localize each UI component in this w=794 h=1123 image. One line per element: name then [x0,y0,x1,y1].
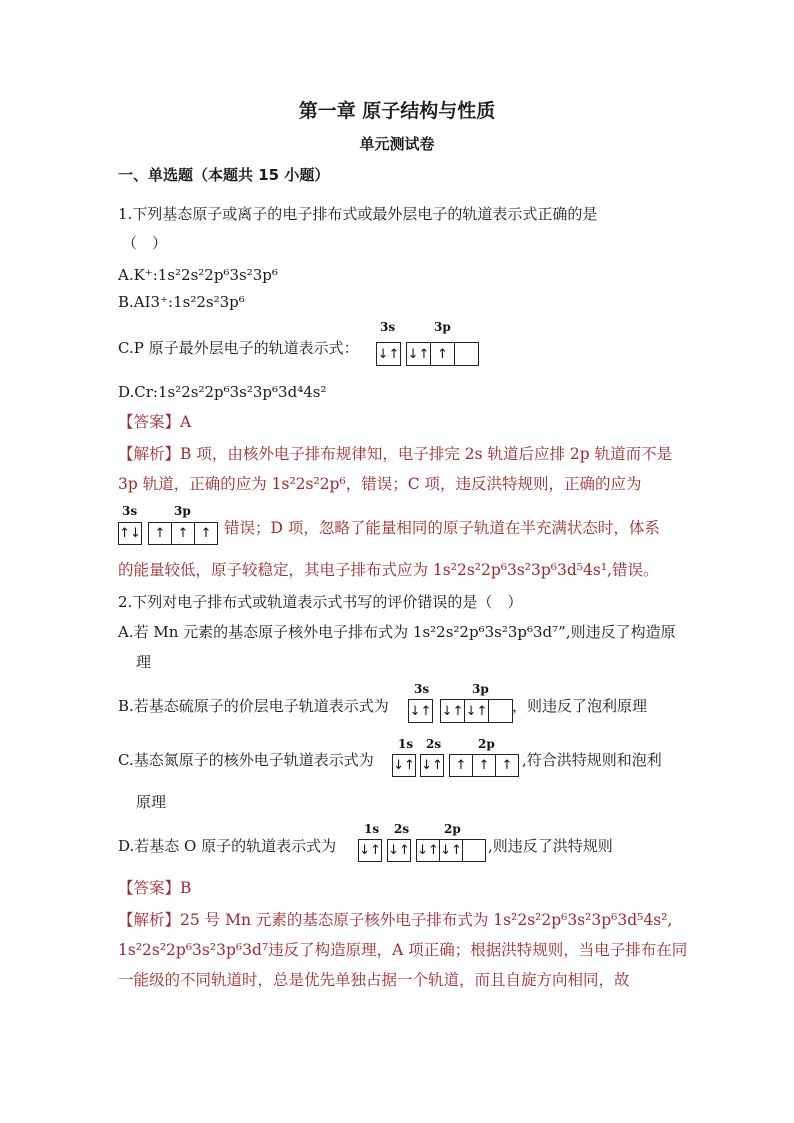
q2-option-d-pre: D.若基态 O 原子的轨道表示式为 [118,837,337,855]
orbital-label-1s: 1s [364,822,380,836]
orbital-box: ↓↑ [388,843,410,858]
orbital-box: ↑ [473,755,496,776]
orbital-label-2s: 2s [426,737,442,751]
q2-option-d-post: ,则违反了洪特规则 [488,837,613,855]
orbital-label-3p: 3p [434,320,451,334]
orbital-boxes-2s [387,839,411,862]
orbital-boxes-3p [148,522,218,545]
orbital-label-3s: 3s [414,682,430,696]
explain-text: B 项，由核外电子排布规律知，电子排完 2s 轨道后应排 2p 轨道而不是 [180,445,673,463]
q1-explain-line-1 [118,444,672,464]
q1-explain-line-3: 错误；D 项，忽略了能量相同的原子轨道在半充满状态时，体系 [224,519,660,537]
orbital-box [455,343,478,365]
answer-tag: 【答案】 [118,879,181,897]
orbital-box [463,840,485,861]
explain-text: 25 号 Mn 元素的基态原子核外电子排布式为 1s²2s²2p⁶3s²3p⁶3d⁵4s², [180,911,673,929]
orbital-boxes-1s [392,754,416,777]
q1-option-b [118,292,245,312]
q1-a-label: A.K⁺: [118,266,158,284]
orbital-label-2p: 2p [478,737,495,751]
orbital-box: ↑ [501,758,513,773]
orbital-boxes-2s [420,754,444,777]
answer-tag: 【答案】 [118,413,181,431]
q1-option-c: C.P 原子最外层电子的轨道表示式： [118,339,359,357]
q2-explain-line-1 [118,910,672,930]
orbital-box: ↓↑ [393,758,415,773]
q1-option-d [118,382,326,402]
section-heading: 一、单选题（本题共 15 小题） [118,166,330,184]
orbital-boxes-2p [449,754,519,777]
orbital-box: ↓↑ [440,840,463,861]
q1-d-label: D.Cr: [118,383,158,401]
orbital-box: ↓↑ [421,758,443,773]
orbital-boxes-1s [358,839,382,862]
orbital-label-2p: 2p [444,822,461,836]
orbital-box: ↑ [200,526,212,541]
orbital-box: ↑↓ [119,526,141,541]
q1-d-config: 1s²2s²2p⁶3s²3p⁶3d⁴4s² [157,383,327,401]
q2-option-c-post: ,符合洪特规则和泡利 [522,751,662,769]
explain-tag: 【解析】 [118,911,181,929]
q1-b-config: 1s²2s²3p⁶ [173,293,245,311]
q2-answer [118,878,191,898]
orbital-label-3p: 3p [174,504,191,518]
orbital-boxes-3p [440,699,513,723]
orbital-label-3s: 3s [380,320,396,334]
q1-stem: 1.下列基态原子或离子的电子排布式或最外层电子的轨道表示式正确的是 [118,205,598,223]
orbital-box: ↓↑ [359,843,381,858]
q1-explain-line-4: 的能量较低，原子较稳定，其电子排布式应为 1s²2s²2p⁶3s²3p⁶3d⁵4s¹,错误。 [118,561,659,579]
q1-answer [118,412,191,432]
page-subtitle: 单元测试卷 [359,135,435,153]
orbital-box: ↑ [431,343,455,365]
q2-stem: 2.下列对电子排布式或轨道表示式书写的评价错误的是（ ） [118,593,523,611]
orbital-label-1s: 1s [398,737,414,751]
q2-option-a-line-1: A.若 Mn 元素的基态原子核外电子排布式为 1s²2s²2p⁶3s²3p⁶3d⁷”,则违反了构造原 [118,623,676,641]
answer-value: A [180,413,192,431]
orbital-boxes-3s [118,522,142,545]
orbital-label-3s: 3s [122,504,138,518]
orbital-box: ↑ [172,523,195,544]
q2-option-c-pre: C.基态氮原子的核外电子轨道表示式为 [118,751,374,769]
orbital-box: ↓↑ [441,700,465,722]
orbital-label-2s: 2s [394,822,410,836]
q1-explain-line-2: 3p 轨道，正确的应为 1s²2s²2p⁶，错误；C 项，违反洪特规则，正确的应为 [118,475,642,493]
page-title: 第一章 原子结构与性质 [298,100,496,122]
orbital-box [489,700,512,722]
q2-option-b-post: ，则违反了泡利原理 [512,697,648,715]
orbital-box: ↓↑ [465,700,489,722]
orbital-box: ↓↑ [377,346,400,362]
orbital-boxes-3p [406,342,479,366]
orbital-box: ↓↑ [417,840,440,861]
q2-option-b-pre: B.若基态硫原子的价层电子轨道表示式为 [118,697,389,715]
orbital-box: ↑ [450,755,473,776]
q2-option-c-line-2: 原理 [136,793,167,811]
orbital-box: ↑ [149,523,172,544]
q1-paren: （ ） [122,234,168,252]
orbital-box: ↓↑ [409,703,432,719]
q1-a-config: 1s²2s²2p⁶3s²3p⁶ [157,266,278,284]
explain-tag: 【解析】 [118,445,181,463]
answer-value: B [180,879,192,897]
q2-explain-line-3: 一能级的不同轨道时，总是优先单独占据一个轨道，而且自旋方向相同，故 [118,971,630,989]
orbital-boxes-3s [408,699,433,723]
q2-explain-line-2: 1s²2s²2p⁶3s²3p⁶3d⁷违反了构造原理，A 项正确；根据洪特规则，当电子排布在同 [118,941,688,959]
orbital-boxes-2p [416,839,486,862]
q1-option-a [118,265,278,285]
q2-option-a-line-2: 理 [136,653,152,671]
orbital-label-3p: 3p [472,682,489,696]
orbital-box: ↓↑ [407,343,431,365]
orbital-boxes-3s [376,342,401,366]
q1-b-label: B.AI3⁺: [118,293,174,311]
